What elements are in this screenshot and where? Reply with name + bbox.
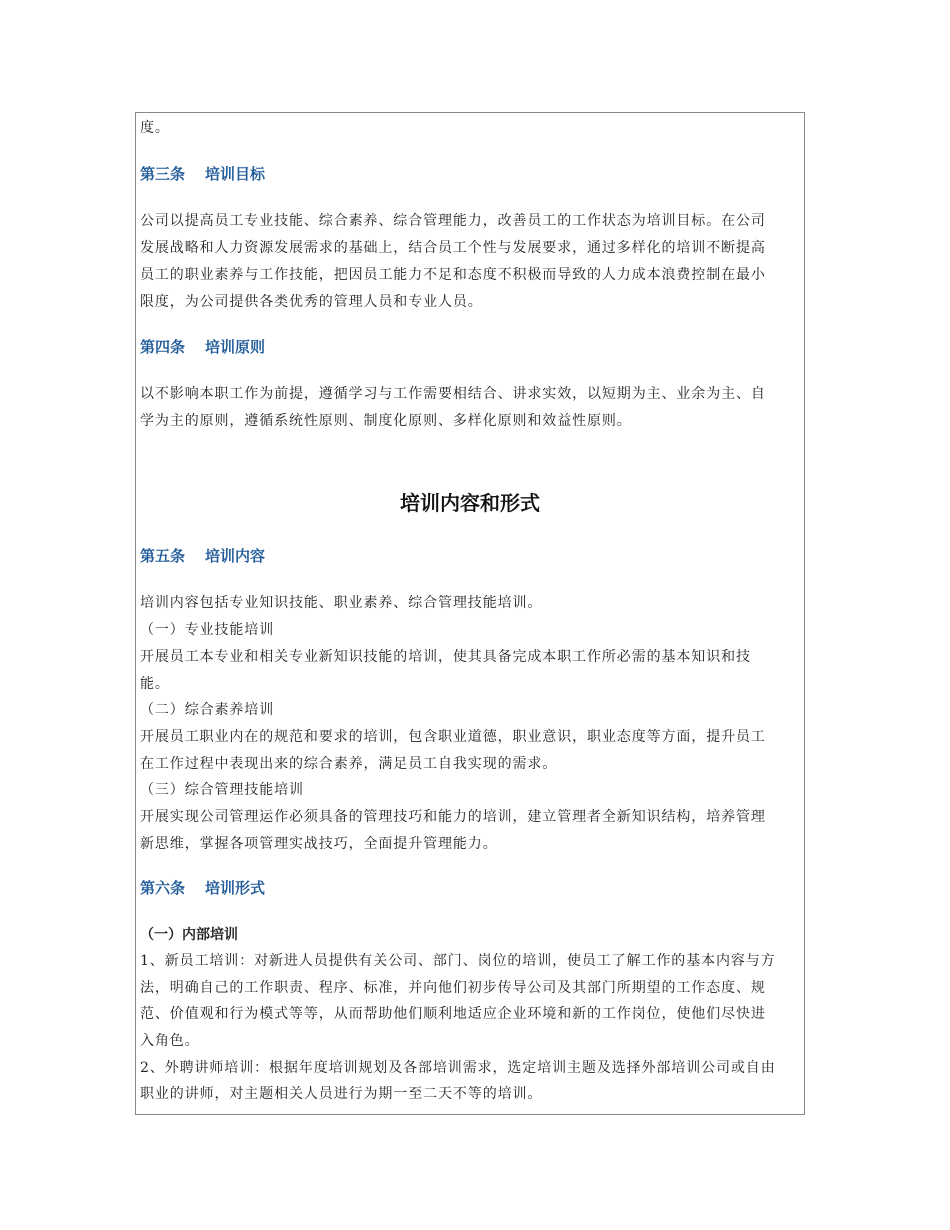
paragraph-line: 在工作过程中表现出来的综合素养，满足员工自我实现的需求。 (140, 756, 558, 772)
paragraph-line: 限度，为公司提供各类优秀的管理人员和专业人员。 (140, 294, 483, 310)
chapter-title: 培训内容和形式 (400, 491, 540, 515)
text-fragment: 度。 (140, 120, 170, 136)
article-5-heading (140, 546, 265, 566)
paragraph-line: 能。 (140, 676, 170, 692)
paragraph-line: 学为主的原则，遵循系统性原则、制度化原则、多样化原则和效益性原则。 (140, 413, 632, 429)
paragraph-line: 开展实现公司管理运作必须具备的管理技巧和能力的培训，建立管理者全新知识结构，培养管理 (140, 809, 766, 825)
paragraph-line: 2、外聘讲师培训：根据年度培训规划及各部培训需求，选定培训主题及选择外部培训公司或自由 (140, 1060, 776, 1076)
article-3-heading (140, 164, 265, 184)
paragraph-line: 公司以提高员工专业技能、综合素养、综合管理能力，改善员工的工作状态为培训目标。在公司 (140, 213, 766, 229)
article-title: 培训目标 (205, 165, 266, 183)
paragraph-line: 1、新员工培训：对新进人员提供有关公司、部门、岗位的培训，使员工了解工作的基本内容与方 (140, 953, 776, 969)
paragraph-line: 培训内容包括专业知识技能、职业素养、综合管理技能培训。 (140, 595, 543, 611)
paragraph-line: 入角色。 (140, 1033, 200, 1049)
paragraph-line: 开展员工职业内在的规范和要求的培训，包含职业道德，职业意识，职业态度等方面，提升员工 (140, 729, 766, 745)
paragraph-line: 以不影响本职工作为前提，遵循学习与工作需要相结合、讲求实效，以短期为主、业余为主、自 (140, 386, 766, 402)
article-title: 培训原则 (205, 338, 266, 356)
paragraph-line: （三）综合管理技能培训 (140, 782, 304, 798)
paragraph-line: 职业的讲师，对主题相关人员进行为期一至二天不等的培训。 (140, 1086, 543, 1102)
article-4-heading (140, 337, 265, 357)
paragraph-line: 员工的职业素养与工作技能，把因员工能力不足和态度不积极而导致的人力成本浪费控制在最小 (140, 267, 766, 283)
paragraph-line: 范、价值观和行为模式等等，从而帮助他们顺利地适应企业环境和新的工作岗位，使他们尽快进 (140, 1006, 766, 1022)
paragraph-line: 法，明确自己的工作职责、程序、标准，并向他们初步传导公司及其部门所期望的工作态度、规 (140, 980, 766, 996)
paragraph-line: （一）专业技能培训 (140, 622, 275, 638)
paragraph-line: 开展员工本专业和相关专业新知识技能的培训，使其具备完成本职工作所必需的基本知识和技 (140, 649, 751, 665)
paragraph-line: （二）综合素养培训 (140, 702, 275, 718)
article-number: 第五条 (140, 547, 186, 565)
paragraph-line: 新思维，掌握各项管理实战技巧，全面提升管理能力。 (140, 836, 498, 852)
subsection-heading: （一）内部培训 (140, 927, 238, 943)
article-number: 第六条 (140, 879, 186, 897)
article-number: 第四条 (140, 338, 186, 356)
article-6-heading (140, 878, 265, 898)
article-title: 培训内容 (205, 547, 266, 565)
article-title: 培训形式 (205, 879, 266, 897)
paragraph-line: 发展战略和人力资源发展需求的基础上，结合员工个性与发展要求，通过多样化的培训不断提高 (140, 240, 766, 256)
article-number: 第三条 (140, 165, 186, 183)
